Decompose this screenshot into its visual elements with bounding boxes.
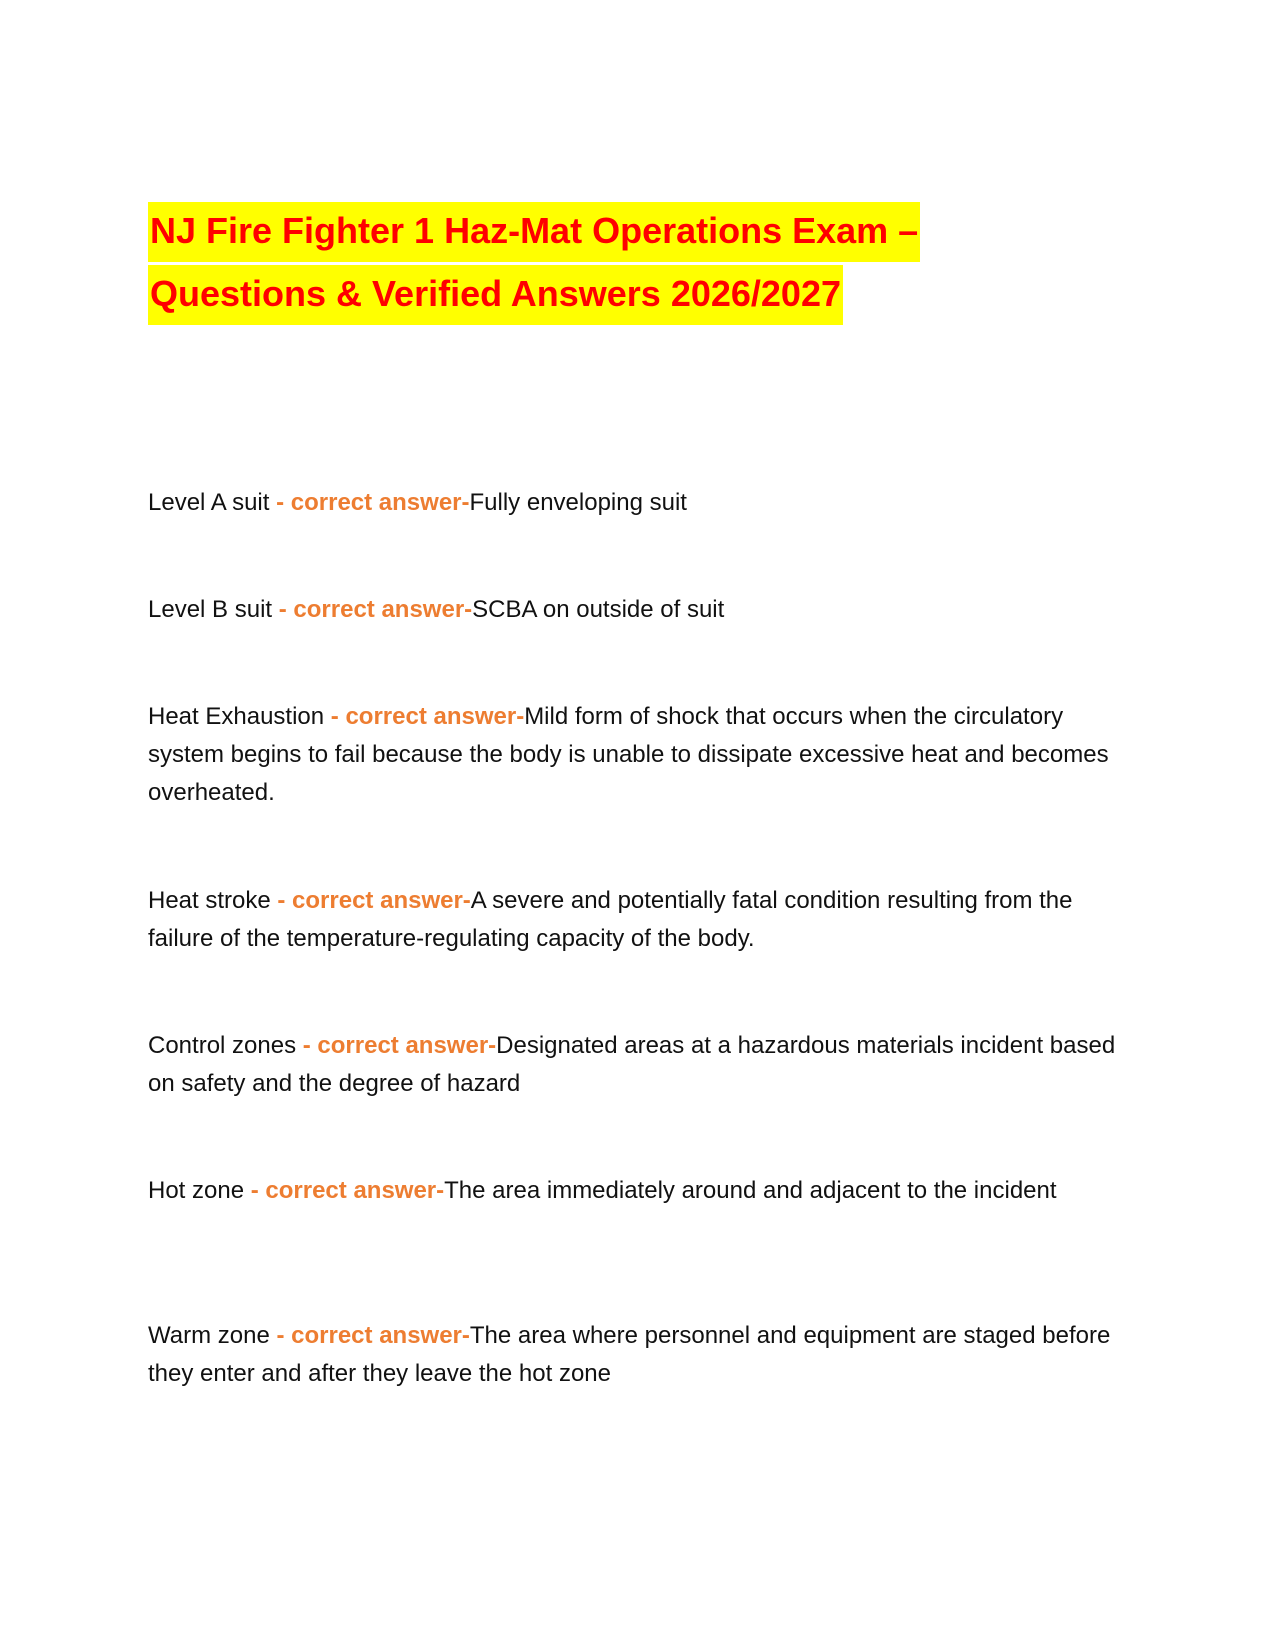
qa-item-control-zones xyxy=(148,1027,1128,1103)
correct-answer-label: - correct answer- xyxy=(278,596,473,623)
qa-answer: A severe and potentially fatal condition resulting from the failure of the temperature-regulating capacity of the body. xyxy=(148,887,1073,952)
qa-answer: Mild form of shock that occurs when the circulatory system begins to fail because the body is unable to dissipate excessive heat and becomes overheated. xyxy=(148,703,1109,806)
qa-item-heat-exhaustion xyxy=(148,698,1128,812)
qa-item-warm-zone xyxy=(148,1317,1128,1393)
qa-term: Warm zone xyxy=(148,1322,270,1349)
title-line-1: NJ Fire Fighter 1 Haz-Mat Operations Exam – xyxy=(148,202,920,262)
qa-answer: SCBA on outside of suit xyxy=(472,596,725,623)
document-title xyxy=(148,202,1048,328)
qa-item-level-a-suit xyxy=(148,484,1128,522)
qa-answer: The area where personnel and equipment are staged before they enter and after they leave the hot zone xyxy=(148,1322,1111,1387)
qa-term: Level A suit xyxy=(148,489,270,516)
qa-answer: The area immediately around and adjacent to the incident xyxy=(444,1177,1057,1204)
correct-answer-label: - correct answer- xyxy=(250,1177,445,1204)
qa-item-level-b-suit xyxy=(148,591,1128,629)
correct-answer-label: - correct answer- xyxy=(330,703,525,730)
qa-term: Heat stroke xyxy=(148,887,271,914)
qa-term: Level B suit xyxy=(148,596,273,623)
qa-item-hot-zone xyxy=(148,1172,1128,1210)
qa-item-heat-stroke xyxy=(148,882,1128,958)
correct-answer-label: - correct answer- xyxy=(276,489,470,516)
correct-answer-label: - correct answer- xyxy=(277,887,471,914)
qa-term: Control zones xyxy=(148,1032,297,1059)
qa-answer: Designated areas at a hazardous materials incident based on safety and the degree of hazard xyxy=(148,1032,1116,1097)
title-line-2: Questions & Verified Answers 2026/2027 xyxy=(148,265,843,325)
qa-term: Heat Exhaustion xyxy=(148,703,325,730)
correct-answer-label: - correct answer- xyxy=(276,1322,470,1349)
qa-term: Hot zone xyxy=(148,1177,245,1204)
correct-answer-label: - correct answer- xyxy=(302,1032,497,1059)
qa-answer: Fully enveloping suit xyxy=(469,489,687,516)
